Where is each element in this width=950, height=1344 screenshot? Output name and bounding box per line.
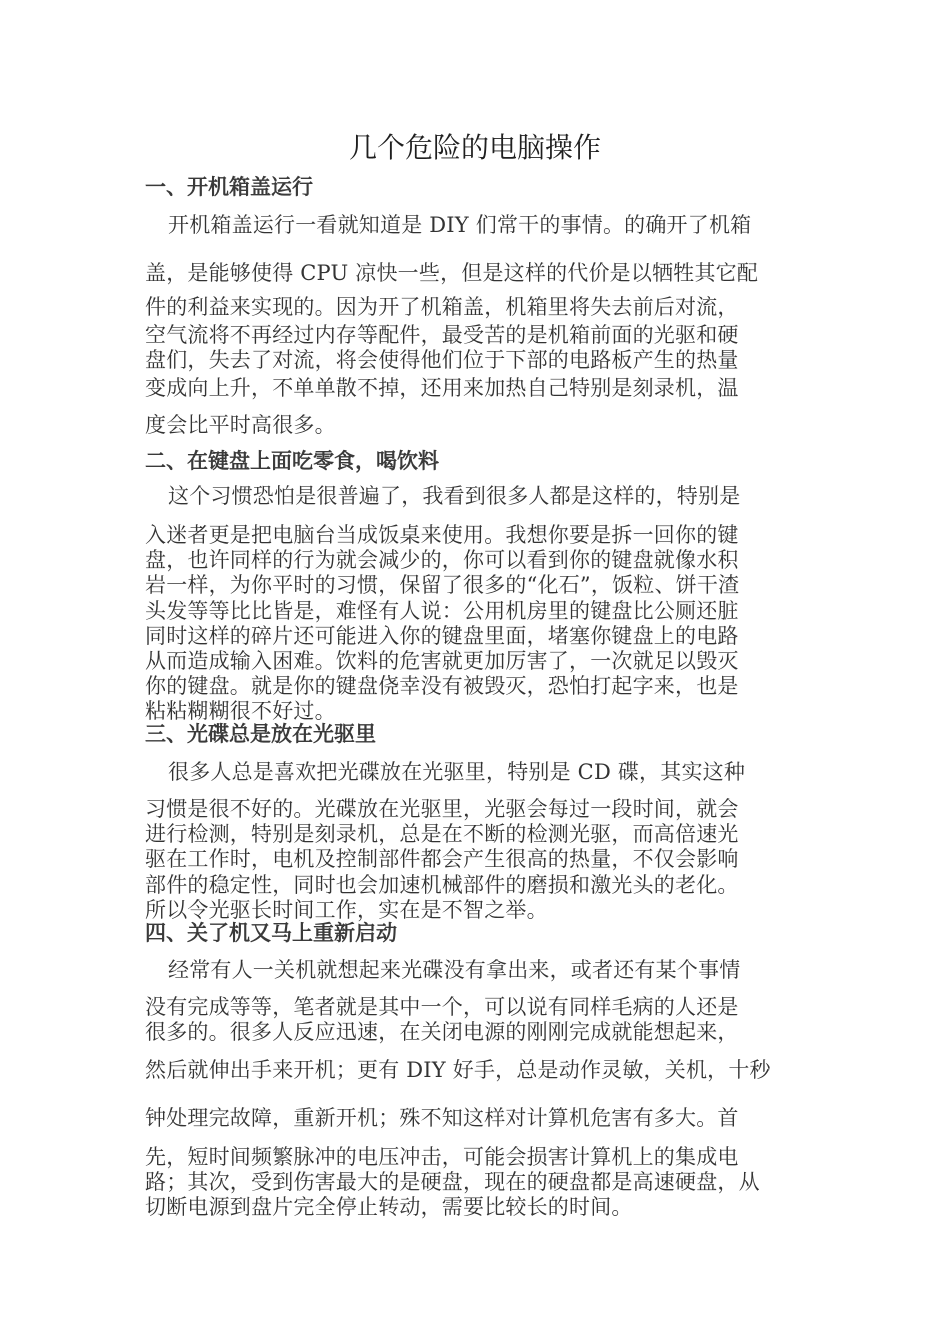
section-heading: 四、关了机又马上重新启动 <box>145 921 397 945</box>
section-heading: 二、在键盘上面吃零食，喝饮料 <box>145 449 439 473</box>
paragraph-line: 粘粘糊糊很不好过。 <box>145 699 336 723</box>
paragraph-line: 路；其次，受到伤害最大的是硬盘，现在的硬盘都是高速硬盘，从 <box>145 1170 760 1194</box>
paragraph-line: 从而造成输入困难。饮料的危害就更加厉害了，一次就足以毁灭 <box>145 649 739 673</box>
paragraph-line: 岩一样，为你平时的习惯，保留了很多的“化石”，饭粒、饼干渣 <box>145 573 740 597</box>
paragraph-line: 件的利益来实现的。因为开了机箱盖，机箱里将失去前后对流， <box>145 295 739 319</box>
section-heading: 一、开机箱盖运行 <box>145 175 313 199</box>
paragraph-line: 同时这样的碎片还可能进入你的键盘里面，堵塞你键盘上的电路 <box>145 624 739 648</box>
section-heading: 三、光碟总是放在光驱里 <box>145 722 376 746</box>
paragraph-line: 进行检测，特别是刻录机，总是在不断的检测光驱，而高倍速光 <box>145 822 739 846</box>
paragraph-line: 钟处理完故障，重新开机；殊不知这样对计算机危害有多大。首 <box>145 1106 739 1130</box>
paragraph-line: 然后就伸出手来开机；更有 DIY 好手，总是动作灵敏，关机，十秒 <box>145 1058 771 1082</box>
document-title: 几个危险的电脑操作 <box>348 131 601 164</box>
paragraph-line: 很多人总是喜欢把光碟放在光驱里，特别是 CD 碟，其实这种 <box>168 760 746 784</box>
paragraph-line: 盘们，失去了对流，将会使得他们位于下部的电路板产生的热量 <box>145 348 739 372</box>
paragraph-line: 这个习惯恐怕是很普遍了，我看到很多人都是这样的，特别是 <box>168 484 741 508</box>
paragraph-line: 驱在工作时，电机及控制部件都会产生很高的热量，不仅会影响 <box>145 847 739 871</box>
paragraph-line: 你的键盘。就是你的键盘侥幸没有被毁灭，恐怕打起字来，也是 <box>145 674 739 698</box>
paragraph-line: 盖，是能够使得 CPU 凉快一些，但是这样的代价是以牺牲其它配 <box>145 261 759 285</box>
paragraph-line: 盘，也许同样的行为就会减少的，你可以看到你的键盘就像水积 <box>145 548 739 572</box>
paragraph-line: 习惯是很不好的。光碟放在光驱里，光驱会每过一段时间，就会 <box>145 797 739 821</box>
paragraph-line: 开机箱盖运行一看就知道是 DIY 们常干的事情。的确开了机箱 <box>168 213 752 237</box>
paragraph-line: 部件的稳定性，同时也会加速机械部件的磨损和激光头的老化。 <box>145 873 739 897</box>
paragraph-line: 入迷者更是把电脑台当成饭桌来使用。我想你要是拆一回你的键 <box>145 523 739 547</box>
paragraph-line: 度会比平时高很多。 <box>145 413 336 437</box>
paragraph-line: 经常有人一关机就想起来光碟没有拿出来，或者还有某个事情 <box>168 958 741 982</box>
paragraph-line: 变成向上升，不单单散不掉，还用来加热自己特别是刻录机，温 <box>145 376 739 400</box>
paragraph-line: 没有完成等等，笔者就是其中一个，可以说有同样毛病的人还是 <box>145 995 739 1019</box>
paragraph-line: 先，短时间频繁脉冲的电压冲击，可能会损害计算机上的集成电 <box>145 1145 739 1169</box>
paragraph-line: 很多的。很多人反应迅速，在关闭电源的刚刚完成就能想起来， <box>145 1020 739 1044</box>
paragraph-line: 空气流将不再经过内存等配件，最受苦的是机箱前面的光驱和硬 <box>145 323 739 347</box>
paragraph-line: 所以令光驱长时间工作，实在是不智之举。 <box>145 898 548 922</box>
paragraph-line: 切断电源到盘片完全停止转动，需要比较长的时间。 <box>145 1195 633 1219</box>
paragraph-line: 头发等等比比皆是，难怪有人说：公用机房里的键盘比公厕还脏 <box>145 599 739 623</box>
